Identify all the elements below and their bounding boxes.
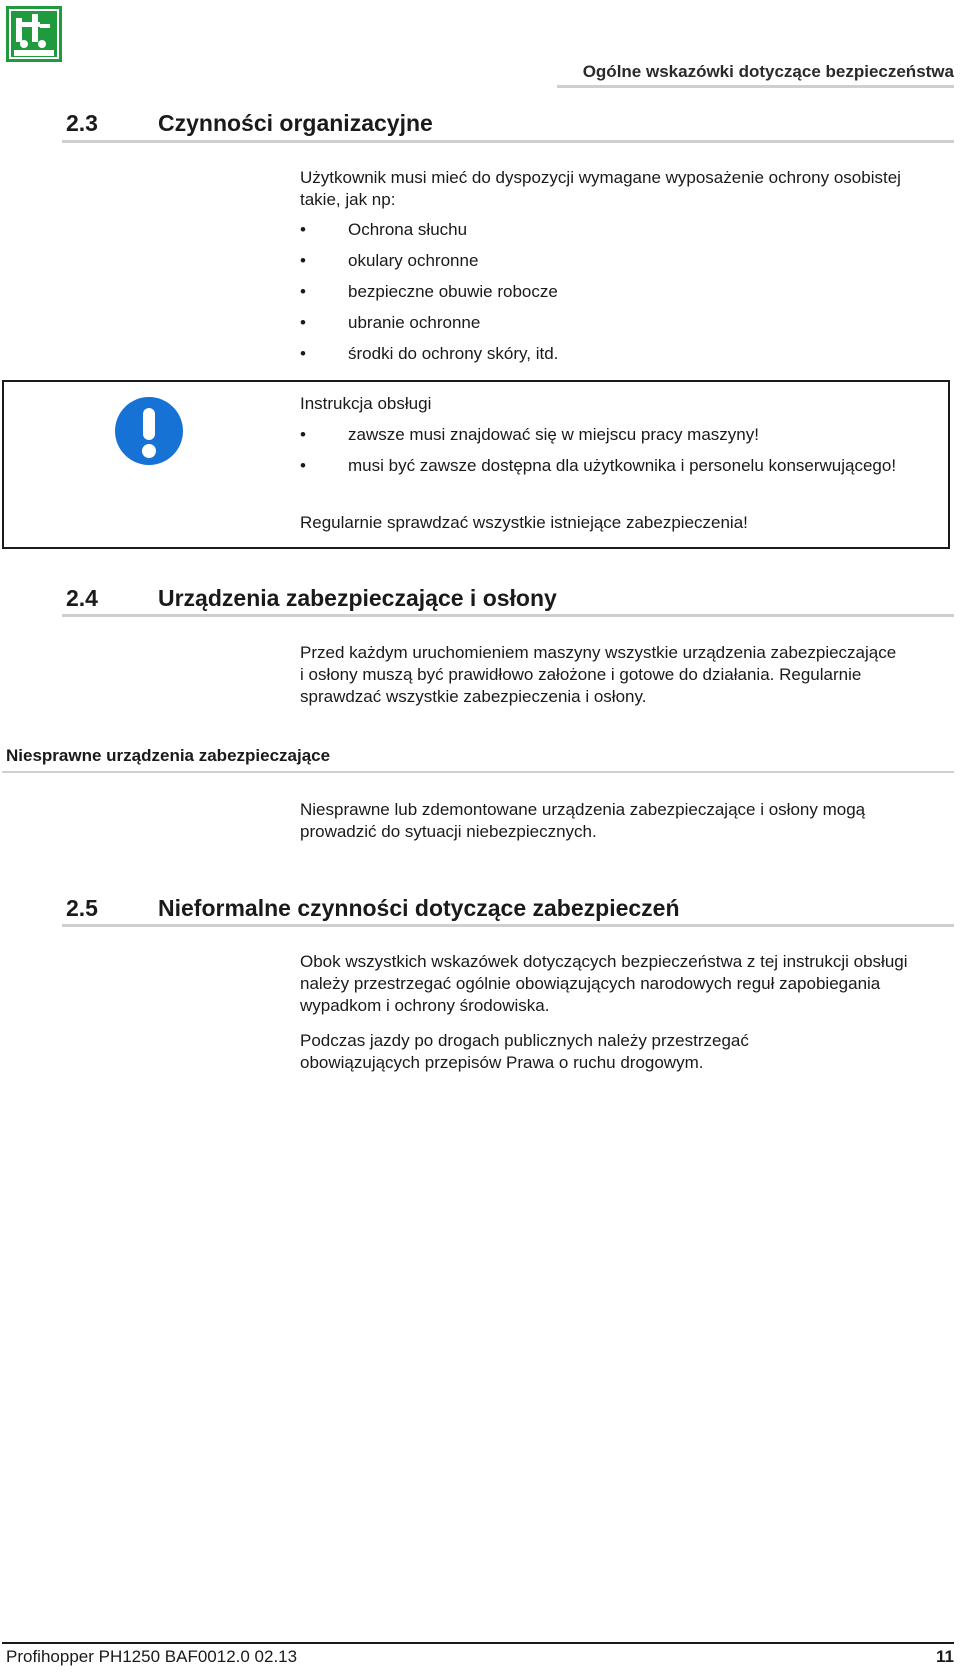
notice-closing: Regularnie sprawdzać wszystkie istniejące zabezpieczenia! [300,513,748,532]
section-2-3-divider [62,140,954,143]
notice-list [300,424,900,486]
list-item-text: ubranie ochronne [348,313,481,332]
list-item-text: zawsze musi znajdować się w miejscu pracy maszyny! [348,425,759,444]
notice-heading: Instrukcja obsługi [300,394,432,413]
bullet-icon: • [300,344,306,363]
list-item [300,281,940,303]
header-divider [557,85,954,88]
list-item [300,312,940,334]
amazone-logo [6,6,62,62]
section-2-3-intro: Użytkownik musi mieć do dyspozycji wymagane wyposażenie ochrony osobistej takie, jak np: [300,168,901,209]
section-2-4-paragraph: Przed każdym uruchomieniem maszyny wszystkie urządzenia zabezpieczające i osłony muszą być prawidłowo założone i gotowe do działania. Regularnie sprawdzać wszystkie zabezpieczenia i osłony. [300,643,897,706]
exclamation-circle-icon [114,396,184,466]
bullet-icon: • [300,251,306,270]
section-2-5-paragraph-2: Podczas jazdy po drogach publicznych należy przestrzegać obowiązujących przepisów Prawa o ruchu drogowym. [300,1031,749,1072]
footer-doc-id: Profihopper PH1250 BAF0012.0 02.13 [6,1647,298,1666]
list-item-text: Ochrona słuchu [348,220,468,239]
section-2-3-number: 2.3 [66,110,98,136]
list-item [300,455,900,477]
list-item-text: musi być zawsze dostępna dla użytkownika i personelu konserwującego! [348,456,897,475]
bullet-icon: • [300,425,306,444]
list-item-text: środki do ochrony skóry, itd. [348,344,559,363]
list-item [300,343,940,365]
list-item-text: okulary ochronne [348,251,479,270]
subsection-paragraph: Niesprawne lub zdemontowane urządzenia zabezpieczające i osłony mogą prowadzić do sytuacji niebezpiecznych. [300,800,866,841]
section-2-4-divider [62,614,954,617]
section-2-4-title: Urządzenia zabezpieczające i osłony [158,585,557,611]
subsection-title: Niesprawne urządzenia zabezpieczające [6,746,331,765]
list-item [300,424,900,446]
bullet-icon: • [300,313,306,332]
bullet-icon: • [300,282,306,301]
bullet-icon: • [300,456,306,475]
header-title: Ogólne wskazówki dotyczące bezpieczeństwa [582,62,954,81]
subsection-divider [2,771,954,773]
list-item [300,250,940,272]
list-item-text: bezpieczne obuwie robocze [348,282,558,301]
list-item [300,219,940,241]
ppe-list [300,219,940,374]
section-2-3-title: Czynności organizacyjne [158,110,433,136]
section-2-5-number: 2.5 [66,895,98,921]
section-2-4-number: 2.4 [66,585,98,611]
page-number: 11 [936,1647,954,1666]
section-2-5-divider [62,924,954,927]
footer-divider [2,1642,954,1644]
bullet-icon: • [300,220,306,239]
section-2-5-paragraph-1: Obok wszystkich wskazówek dotyczących bezpieczeństwa z tej instrukcji obsługi należy przestrzegać ogólnie obowiązujących narodowych reguł zapobiegania wypadkom i ochrony środowiska. [300,952,908,1015]
section-2-5-title: Nieformalne czynności dotyczące zabezpieczeń [158,895,680,921]
